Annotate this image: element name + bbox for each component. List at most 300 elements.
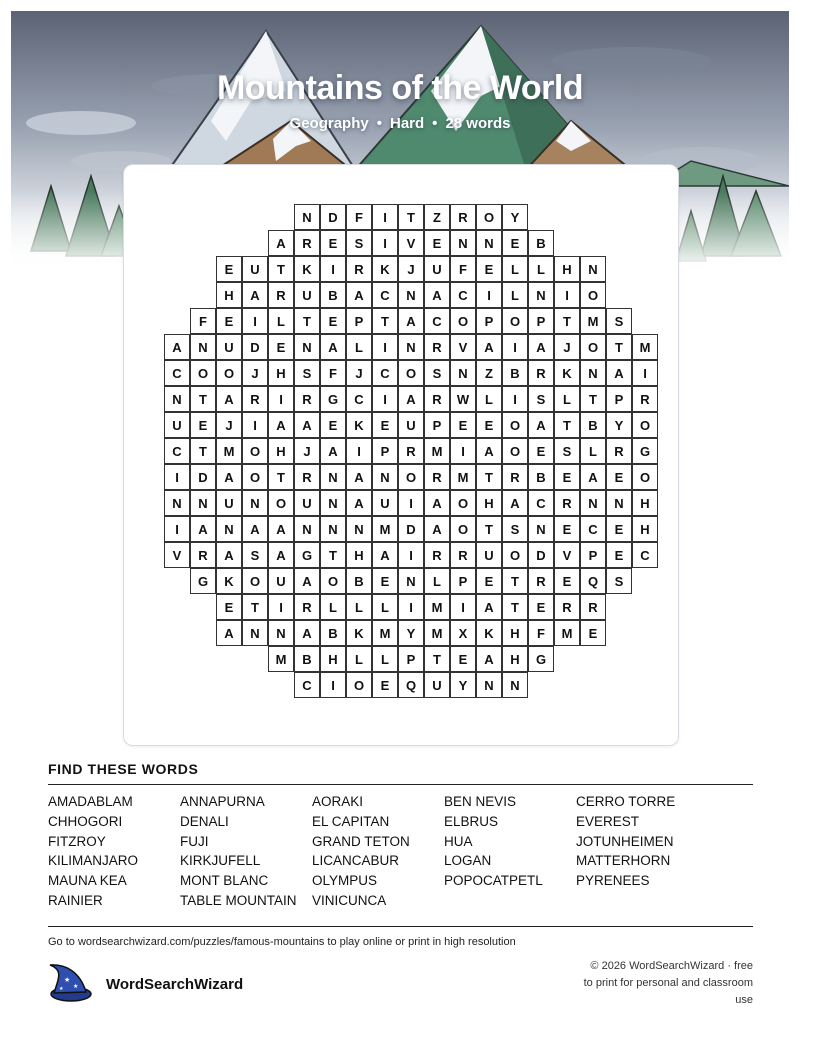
grid-cell[interactable]: A: [164, 334, 190, 360]
grid-cell[interactable]: A: [580, 464, 606, 490]
grid-cell[interactable]: F: [320, 360, 346, 386]
grid-cell[interactable]: N: [346, 516, 372, 542]
grid-cell[interactable]: P: [580, 542, 606, 568]
grid-cell[interactable]: R: [554, 490, 580, 516]
grid-cell[interactable]: N: [242, 490, 268, 516]
grid-cell[interactable]: L: [346, 334, 372, 360]
grid-cell[interactable]: R: [294, 594, 320, 620]
grid-cell[interactable]: L: [502, 282, 528, 308]
grid-cell[interactable]: B: [528, 464, 554, 490]
grid-cell[interactable]: E: [606, 516, 632, 542]
grid-cell[interactable]: Z: [424, 204, 450, 230]
grid-cell[interactable]: A: [216, 542, 242, 568]
grid-cell[interactable]: O: [450, 516, 476, 542]
grid-cell[interactable]: N: [606, 490, 632, 516]
grid-cell[interactable]: I: [372, 386, 398, 412]
grid-cell[interactable]: A: [242, 282, 268, 308]
grid-cell[interactable]: E: [372, 412, 398, 438]
grid-cell[interactable]: U: [216, 490, 242, 516]
grid-cell[interactable]: I: [242, 412, 268, 438]
grid-cell[interactable]: S: [242, 542, 268, 568]
grid-cell[interactable]: T: [424, 646, 450, 672]
grid-cell[interactable]: J: [242, 360, 268, 386]
grid-cell[interactable]: F: [190, 308, 216, 334]
grid-cell[interactable]: H: [268, 360, 294, 386]
grid-cell[interactable]: E: [216, 594, 242, 620]
grid-cell[interactable]: R: [268, 282, 294, 308]
grid-cell[interactable]: R: [424, 464, 450, 490]
grid-cell[interactable]: O: [268, 490, 294, 516]
grid-cell[interactable]: B: [580, 412, 606, 438]
grid-cell[interactable]: R: [554, 594, 580, 620]
grid-cell[interactable]: E: [450, 646, 476, 672]
grid-cell[interactable]: G: [320, 386, 346, 412]
grid-cell[interactable]: U: [268, 568, 294, 594]
grid-cell[interactable]: E: [424, 230, 450, 256]
grid-cell[interactable]: R: [424, 542, 450, 568]
grid-cell[interactable]: S: [606, 568, 632, 594]
grid-cell[interactable]: R: [606, 438, 632, 464]
grid-cell[interactable]: A: [424, 282, 450, 308]
grid-cell[interactable]: L: [424, 568, 450, 594]
grid-cell[interactable]: I: [554, 282, 580, 308]
grid-cell[interactable]: B: [320, 620, 346, 646]
grid-cell[interactable]: T: [268, 256, 294, 282]
grid-cell[interactable]: T: [398, 204, 424, 230]
grid-cell[interactable]: R: [632, 386, 658, 412]
grid-cell[interactable]: I: [320, 256, 346, 282]
grid-cell[interactable]: E: [606, 464, 632, 490]
grid-cell[interactable]: N: [242, 620, 268, 646]
grid-cell[interactable]: R: [450, 204, 476, 230]
grid-cell[interactable]: N: [190, 490, 216, 516]
grid-cell[interactable]: R: [424, 334, 450, 360]
grid-cell[interactable]: U: [164, 412, 190, 438]
grid-cell[interactable]: E: [372, 672, 398, 698]
grid-cell[interactable]: I: [502, 386, 528, 412]
grid-cell[interactable]: A: [528, 334, 554, 360]
grid-cell[interactable]: I: [632, 360, 658, 386]
grid-cell[interactable]: U: [294, 282, 320, 308]
grid-cell[interactable]: D: [398, 516, 424, 542]
grid-cell[interactable]: I: [372, 230, 398, 256]
grid-cell[interactable]: E: [476, 568, 502, 594]
grid-cell[interactable]: K: [476, 620, 502, 646]
grid-cell[interactable]: A: [294, 620, 320, 646]
grid-cell[interactable]: E: [372, 568, 398, 594]
grid-cell[interactable]: S: [528, 386, 554, 412]
grid-cell[interactable]: F: [346, 204, 372, 230]
grid-cell[interactable]: S: [424, 360, 450, 386]
grid-cell[interactable]: K: [294, 256, 320, 282]
grid-cell[interactable]: M: [450, 464, 476, 490]
grid-cell[interactable]: O: [632, 412, 658, 438]
grid-cell[interactable]: K: [554, 360, 580, 386]
grid-cell[interactable]: N: [294, 334, 320, 360]
grid-cell[interactable]: B: [346, 568, 372, 594]
grid-cell[interactable]: I: [242, 308, 268, 334]
grid-cell[interactable]: I: [372, 204, 398, 230]
grid-cell[interactable]: T: [502, 594, 528, 620]
grid-cell[interactable]: R: [346, 256, 372, 282]
grid-cell[interactable]: S: [606, 308, 632, 334]
grid-cell[interactable]: O: [216, 360, 242, 386]
grid-cell[interactable]: I: [164, 516, 190, 542]
grid-cell[interactable]: Y: [606, 412, 632, 438]
grid-cell[interactable]: B: [294, 646, 320, 672]
grid-cell[interactable]: R: [450, 542, 476, 568]
grid-cell[interactable]: T: [502, 568, 528, 594]
grid-cell[interactable]: T: [554, 412, 580, 438]
grid-cell[interactable]: A: [216, 386, 242, 412]
grid-cell[interactable]: N: [476, 230, 502, 256]
grid-cell[interactable]: A: [216, 620, 242, 646]
grid-cell[interactable]: T: [476, 516, 502, 542]
grid-cell[interactable]: M: [424, 438, 450, 464]
grid-cell[interactable]: O: [242, 464, 268, 490]
grid-cell[interactable]: C: [164, 438, 190, 464]
grid-cell[interactable]: O: [632, 464, 658, 490]
grid-cell[interactable]: I: [476, 282, 502, 308]
grid-cell[interactable]: T: [606, 334, 632, 360]
grid-cell[interactable]: H: [346, 542, 372, 568]
grid-cell[interactable]: Q: [398, 672, 424, 698]
grid-cell[interactable]: L: [554, 386, 580, 412]
grid-cell[interactable]: M: [216, 438, 242, 464]
grid-cell[interactable]: U: [424, 256, 450, 282]
grid-cell[interactable]: F: [528, 620, 554, 646]
grid-cell[interactable]: I: [398, 594, 424, 620]
grid-cell[interactable]: T: [372, 308, 398, 334]
grid-cell[interactable]: G: [190, 568, 216, 594]
grid-cell[interactable]: T: [320, 542, 346, 568]
grid-cell[interactable]: O: [580, 334, 606, 360]
grid-cell[interactable]: O: [476, 204, 502, 230]
grid-cell[interactable]: E: [320, 412, 346, 438]
grid-cell[interactable]: N: [476, 672, 502, 698]
grid-cell[interactable]: V: [450, 334, 476, 360]
grid-cell[interactable]: E: [554, 568, 580, 594]
grid-cell[interactable]: N: [580, 490, 606, 516]
grid-cell[interactable]: I: [320, 672, 346, 698]
grid-cell[interactable]: Z: [476, 360, 502, 386]
grid-cell[interactable]: C: [450, 282, 476, 308]
grid-cell[interactable]: O: [242, 568, 268, 594]
grid-cell[interactable]: O: [346, 672, 372, 698]
grid-cell[interactable]: N: [580, 256, 606, 282]
grid-cell[interactable]: N: [580, 360, 606, 386]
grid-cell[interactable]: T: [242, 594, 268, 620]
grid-cell[interactable]: A: [190, 516, 216, 542]
grid-cell[interactable]: R: [190, 542, 216, 568]
grid-cell[interactable]: R: [294, 230, 320, 256]
grid-cell[interactable]: E: [528, 594, 554, 620]
grid-cell[interactable]: N: [294, 204, 320, 230]
grid-cell[interactable]: M: [580, 308, 606, 334]
grid-cell[interactable]: L: [346, 646, 372, 672]
grid-cell[interactable]: L: [268, 308, 294, 334]
grid-cell[interactable]: E: [554, 516, 580, 542]
grid-cell[interactable]: E: [216, 256, 242, 282]
grid-cell[interactable]: E: [268, 334, 294, 360]
grid-cell[interactable]: H: [502, 646, 528, 672]
grid-cell[interactable]: T: [580, 386, 606, 412]
grid-cell[interactable]: A: [320, 334, 346, 360]
grid-cell[interactable]: O: [502, 542, 528, 568]
grid-cell[interactable]: A: [502, 490, 528, 516]
grid-cell[interactable]: X: [450, 620, 476, 646]
grid-cell[interactable]: P: [476, 308, 502, 334]
grid-cell[interactable]: C: [294, 672, 320, 698]
grid-cell[interactable]: E: [606, 542, 632, 568]
grid-cell[interactable]: A: [606, 360, 632, 386]
grid-cell[interactable]: R: [580, 594, 606, 620]
grid-cell[interactable]: R: [528, 568, 554, 594]
grid-cell[interactable]: P: [528, 308, 554, 334]
grid-cell[interactable]: T: [294, 308, 320, 334]
grid-cell[interactable]: C: [424, 308, 450, 334]
grid-cell[interactable]: U: [294, 490, 320, 516]
grid-cell[interactable]: A: [268, 542, 294, 568]
grid-cell[interactable]: R: [424, 386, 450, 412]
grid-cell[interactable]: N: [320, 464, 346, 490]
grid-cell[interactable]: Y: [502, 204, 528, 230]
grid-cell[interactable]: E: [450, 412, 476, 438]
grid-cell[interactable]: A: [528, 412, 554, 438]
grid-cell[interactable]: N: [398, 282, 424, 308]
grid-cell[interactable]: J: [216, 412, 242, 438]
grid-cell[interactable]: A: [294, 412, 320, 438]
grid-cell[interactable]: O: [502, 308, 528, 334]
grid-cell[interactable]: P: [346, 308, 372, 334]
grid-cell[interactable]: M: [632, 334, 658, 360]
grid-cell[interactable]: N: [398, 568, 424, 594]
grid-cell[interactable]: I: [502, 334, 528, 360]
grid-cell[interactable]: O: [502, 438, 528, 464]
grid-cell[interactable]: T: [190, 386, 216, 412]
grid-cell[interactable]: O: [502, 412, 528, 438]
grid-cell[interactable]: L: [372, 646, 398, 672]
grid-cell[interactable]: K: [346, 412, 372, 438]
grid-cell[interactable]: M: [268, 646, 294, 672]
grid-cell[interactable]: P: [424, 412, 450, 438]
grid-cell[interactable]: R: [528, 360, 554, 386]
grid-cell[interactable]: F: [450, 256, 476, 282]
grid-cell[interactable]: A: [398, 386, 424, 412]
grid-cell[interactable]: E: [580, 620, 606, 646]
grid-cell[interactable]: A: [268, 230, 294, 256]
grid-cell[interactable]: E: [476, 256, 502, 282]
grid-cell[interactable]: J: [398, 256, 424, 282]
grid-cell[interactable]: A: [320, 438, 346, 464]
grid-cell[interactable]: E: [476, 412, 502, 438]
grid-cell[interactable]: O: [398, 360, 424, 386]
grid-cell[interactable]: D: [528, 542, 554, 568]
grid-cell[interactable]: N: [528, 282, 554, 308]
grid-cell[interactable]: H: [268, 438, 294, 464]
grid-cell[interactable]: M: [424, 594, 450, 620]
grid-cell[interactable]: S: [346, 230, 372, 256]
grid-cell[interactable]: A: [346, 282, 372, 308]
grid-cell[interactable]: G: [294, 542, 320, 568]
grid-cell[interactable]: C: [372, 282, 398, 308]
grid-cell[interactable]: A: [398, 308, 424, 334]
grid-cell[interactable]: C: [632, 542, 658, 568]
grid-cell[interactable]: O: [450, 308, 476, 334]
grid-cell[interactable]: G: [632, 438, 658, 464]
grid-cell[interactable]: R: [398, 438, 424, 464]
grid-cell[interactable]: W: [450, 386, 476, 412]
grid-cell[interactable]: A: [294, 568, 320, 594]
grid-cell[interactable]: B: [320, 282, 346, 308]
grid-cell[interactable]: O: [398, 464, 424, 490]
grid-cell[interactable]: U: [216, 334, 242, 360]
grid-cell[interactable]: A: [268, 516, 294, 542]
grid-cell[interactable]: L: [372, 594, 398, 620]
grid-cell[interactable]: T: [268, 464, 294, 490]
grid-cell[interactable]: A: [424, 490, 450, 516]
grid-cell[interactable]: L: [502, 256, 528, 282]
grid-cell[interactable]: J: [554, 334, 580, 360]
grid-cell[interactable]: N: [268, 620, 294, 646]
grid-cell[interactable]: A: [346, 490, 372, 516]
grid-cell[interactable]: D: [190, 464, 216, 490]
grid-cell[interactable]: Y: [450, 672, 476, 698]
grid-cell[interactable]: R: [294, 386, 320, 412]
grid-cell[interactable]: O: [242, 438, 268, 464]
grid-cell[interactable]: O: [580, 282, 606, 308]
grid-cell[interactable]: I: [450, 594, 476, 620]
grid-cell[interactable]: Q: [580, 568, 606, 594]
grid-cell[interactable]: A: [476, 438, 502, 464]
grid-cell[interactable]: N: [320, 516, 346, 542]
grid-cell[interactable]: H: [554, 256, 580, 282]
grid-cell[interactable]: J: [294, 438, 320, 464]
grid-cell[interactable]: Y: [398, 620, 424, 646]
grid-cell[interactable]: N: [320, 490, 346, 516]
grid-cell[interactable]: C: [528, 490, 554, 516]
grid-cell[interactable]: A: [242, 516, 268, 542]
grid-cell[interactable]: S: [554, 438, 580, 464]
grid-cell[interactable]: H: [632, 516, 658, 542]
grid-cell[interactable]: L: [346, 594, 372, 620]
grid-cell[interactable]: N: [450, 360, 476, 386]
grid-cell[interactable]: N: [398, 334, 424, 360]
grid-cell[interactable]: I: [164, 464, 190, 490]
grid-cell[interactable]: M: [554, 620, 580, 646]
grid-cell[interactable]: J: [346, 360, 372, 386]
grid-cell[interactable]: U: [372, 490, 398, 516]
grid-cell[interactable]: A: [476, 646, 502, 672]
grid-cell[interactable]: D: [320, 204, 346, 230]
grid-cell[interactable]: A: [424, 516, 450, 542]
grid-cell[interactable]: B: [528, 230, 554, 256]
grid-cell[interactable]: V: [554, 542, 580, 568]
grid-cell[interactable]: V: [398, 230, 424, 256]
grid-cell[interactable]: D: [242, 334, 268, 360]
grid-cell[interactable]: T: [476, 464, 502, 490]
grid-cell[interactable]: I: [268, 386, 294, 412]
grid-cell[interactable]: I: [346, 438, 372, 464]
grid-cell[interactable]: A: [372, 542, 398, 568]
grid-cell[interactable]: H: [632, 490, 658, 516]
grid-cell[interactable]: E: [528, 438, 554, 464]
grid-cell[interactable]: I: [450, 438, 476, 464]
grid-cell[interactable]: U: [476, 542, 502, 568]
grid-cell[interactable]: M: [372, 620, 398, 646]
grid-cell[interactable]: L: [528, 256, 554, 282]
grid-cell[interactable]: T: [190, 438, 216, 464]
grid-cell[interactable]: H: [502, 620, 528, 646]
grid-cell[interactable]: A: [346, 464, 372, 490]
grid-cell[interactable]: I: [398, 542, 424, 568]
grid-cell[interactable]: C: [580, 516, 606, 542]
grid-cell[interactable]: R: [294, 464, 320, 490]
grid-cell[interactable]: P: [398, 646, 424, 672]
grid-cell[interactable]: P: [606, 386, 632, 412]
grid-cell[interactable]: K: [216, 568, 242, 594]
grid-cell[interactable]: S: [294, 360, 320, 386]
grid-cell[interactable]: E: [216, 308, 242, 334]
grid-cell[interactable]: E: [320, 308, 346, 334]
grid-cell[interactable]: C: [372, 360, 398, 386]
grid-cell[interactable]: M: [424, 620, 450, 646]
grid-cell[interactable]: A: [476, 594, 502, 620]
grid-cell[interactable]: A: [476, 334, 502, 360]
grid-cell[interactable]: L: [580, 438, 606, 464]
grid-cell[interactable]: L: [320, 594, 346, 620]
grid-cell[interactable]: I: [268, 594, 294, 620]
grid-cell[interactable]: N: [450, 230, 476, 256]
grid-cell[interactable]: S: [502, 516, 528, 542]
grid-cell[interactable]: G: [528, 646, 554, 672]
grid-cell[interactable]: A: [216, 464, 242, 490]
grid-cell[interactable]: I: [398, 490, 424, 516]
grid-cell[interactable]: V: [164, 542, 190, 568]
grid-cell[interactable]: N: [372, 464, 398, 490]
grid-cell[interactable]: H: [216, 282, 242, 308]
grid-cell[interactable]: O: [450, 490, 476, 516]
grid-cell[interactable]: H: [320, 646, 346, 672]
grid-cell[interactable]: N: [164, 490, 190, 516]
grid-cell[interactable]: N: [190, 334, 216, 360]
grid-cell[interactable]: E: [320, 230, 346, 256]
grid-cell[interactable]: N: [528, 516, 554, 542]
grid-cell[interactable]: B: [502, 360, 528, 386]
grid-cell[interactable]: E: [554, 464, 580, 490]
grid-cell[interactable]: U: [242, 256, 268, 282]
grid-cell[interactable]: U: [398, 412, 424, 438]
grid-cell[interactable]: E: [502, 230, 528, 256]
grid-cell[interactable]: R: [502, 464, 528, 490]
grid-cell[interactable]: P: [450, 568, 476, 594]
grid-cell[interactable]: K: [346, 620, 372, 646]
brand-logo[interactable]: [46, 962, 243, 1007]
grid-cell[interactable]: T: [554, 308, 580, 334]
grid-cell[interactable]: C: [346, 386, 372, 412]
grid-cell[interactable]: N: [294, 516, 320, 542]
grid-cell[interactable]: O: [190, 360, 216, 386]
grid-cell[interactable]: A: [268, 412, 294, 438]
grid-cell[interactable]: R: [242, 386, 268, 412]
grid-cell[interactable]: O: [320, 568, 346, 594]
grid-cell[interactable]: E: [190, 412, 216, 438]
grid-cell[interactable]: H: [476, 490, 502, 516]
grid-cell[interactable]: U: [424, 672, 450, 698]
grid-cell[interactable]: P: [372, 438, 398, 464]
grid-cell[interactable]: C: [164, 360, 190, 386]
grid-cell[interactable]: I: [372, 334, 398, 360]
